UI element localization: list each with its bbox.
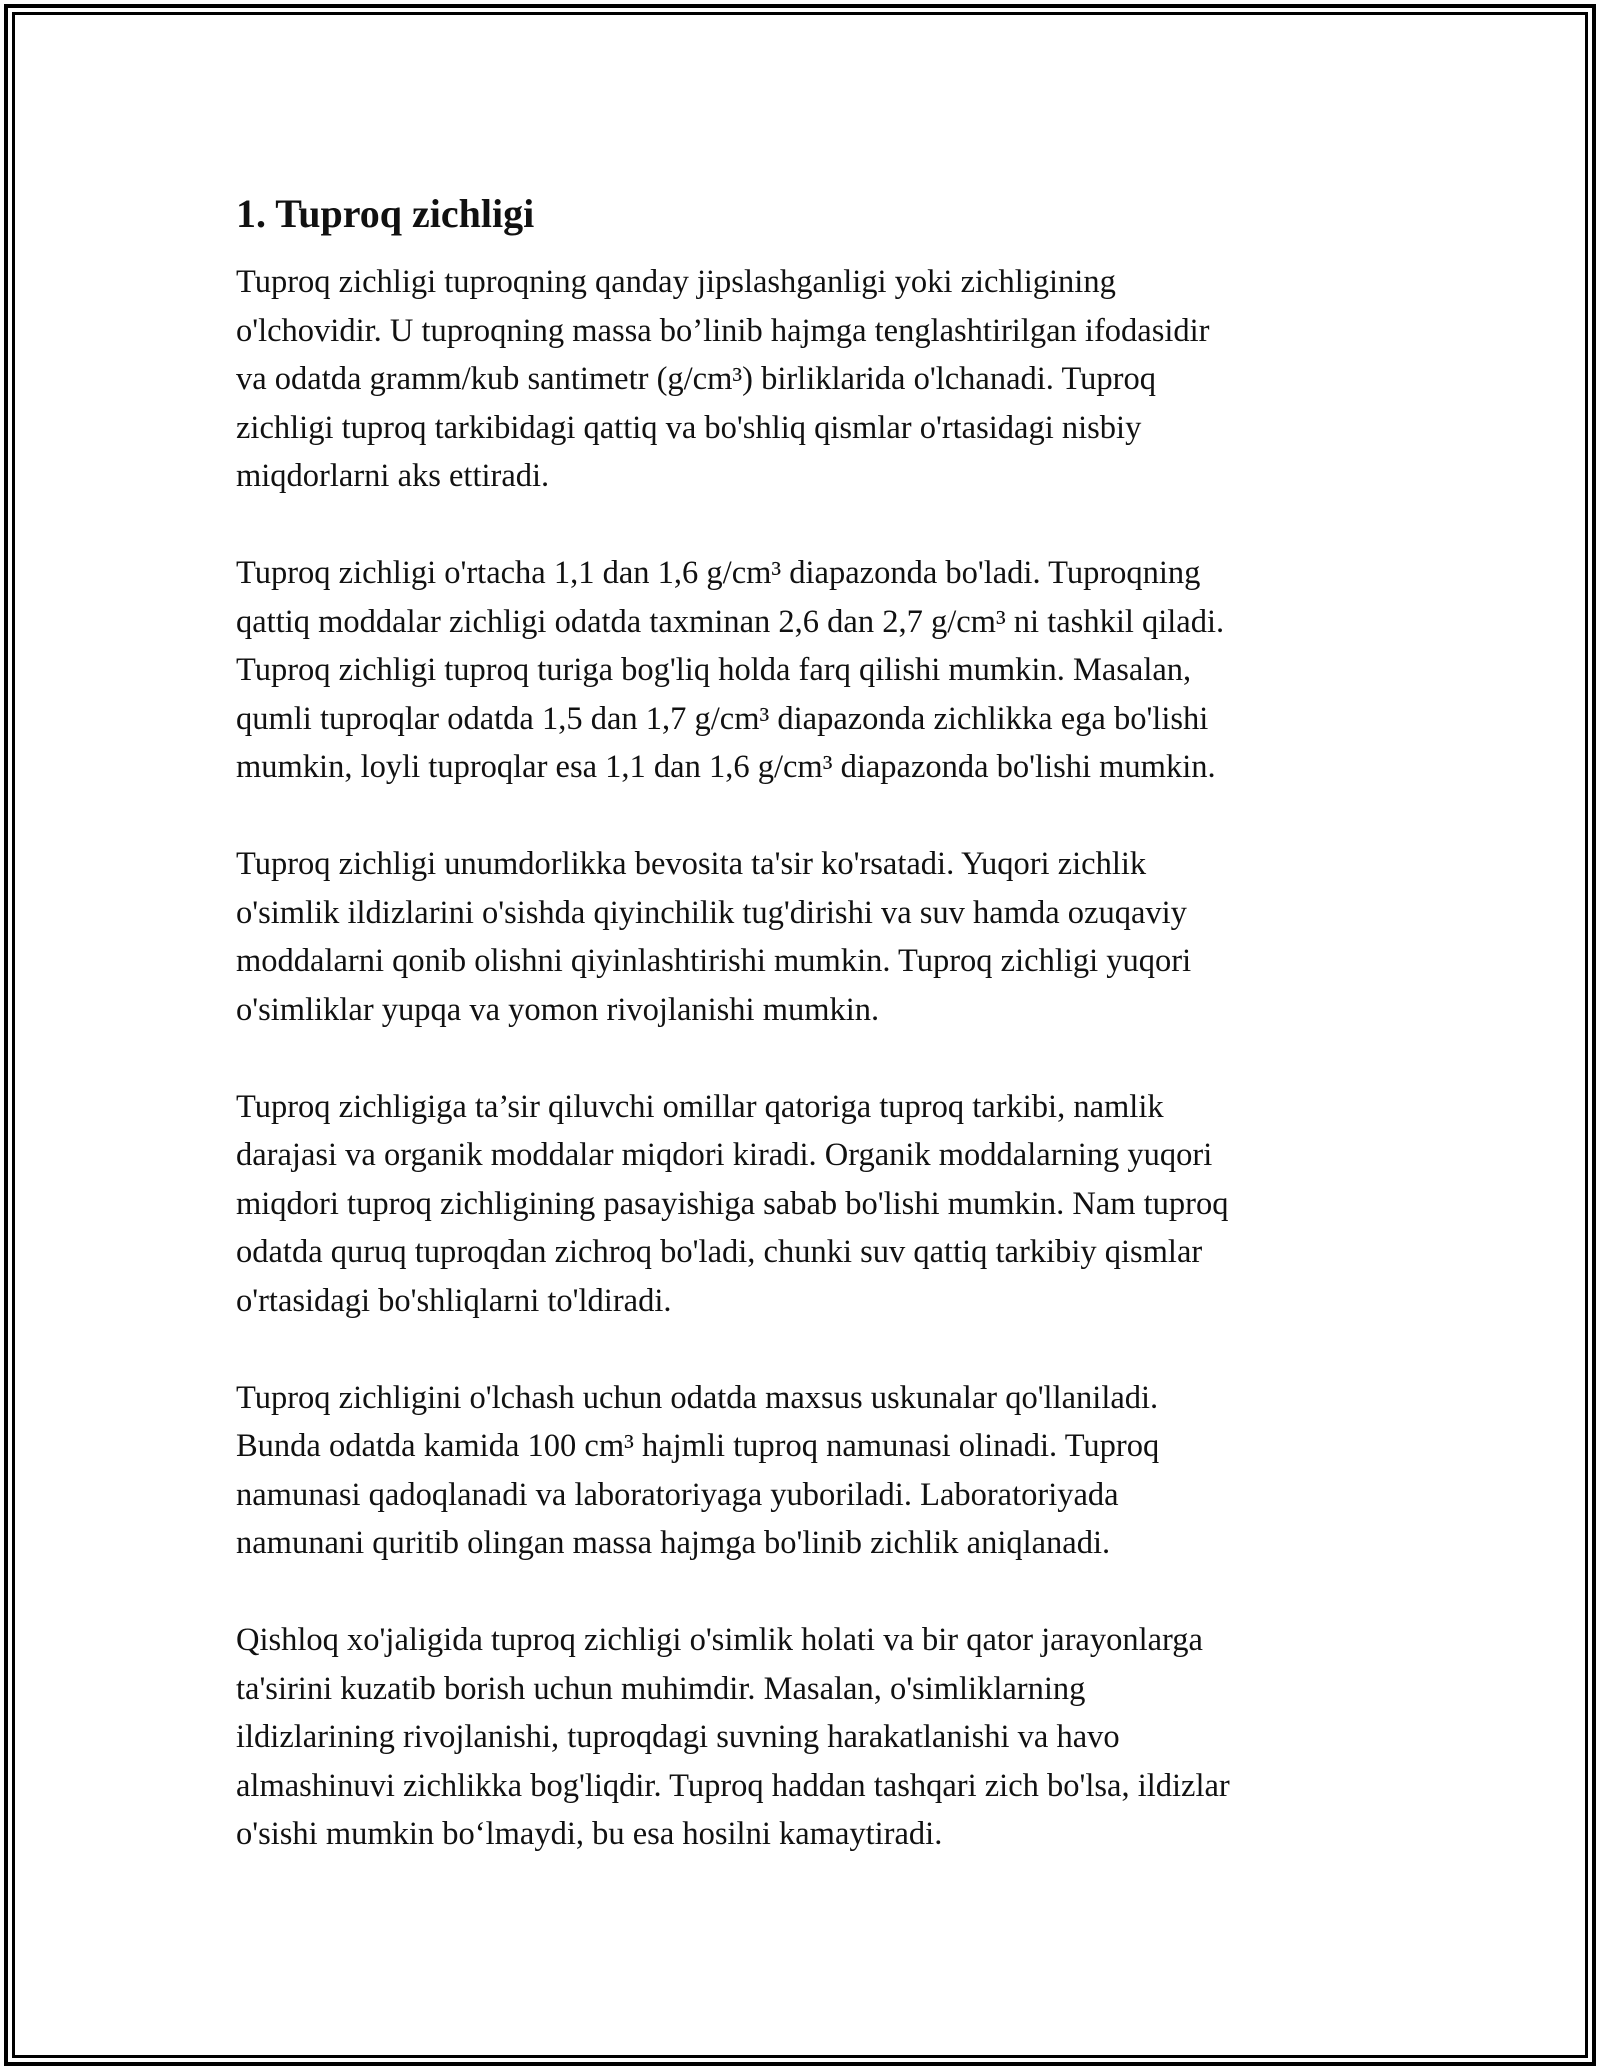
document-body	[236, 182, 1386, 1907]
paragraph-fertility-impact: Tuproq zichligi unumdorlikka bevosita ta'sir ko'rsatadi. Yuqori zichlik o'simlik ildizlarini o'sishda qiyinchilik tug'dirishi va suv hamda ozuqaviy moddalarni qonib olishni qiyinlashtirishi mumkin. Tuproq zichligi yuqori o'simliklar yupqa va yomon rivojlanishi mumkin.	[236, 846, 1192, 1028]
paragraph-definition: Tuproq zichligi tuproqning qanday jipslashganligi yoki zichligining o'lchovidir. U tuproqning massa bo’linib hajmga tenglashtirilgan ifodasidir va odatda gramm/kub santimetr (g/cm³) birliklarida o'lchanadi. Tuproq zichligi tuproq tarkibidagi qattiq va bo'shliq qismlar o'rtasidagi nisbiy miqdorlarni aks ettiradi.	[236, 264, 1210, 494]
paragraph-measurement: Tuproq zichligini o'lchash uchun odatda maxsus uskunalar qo'llaniladi. Bunda odatda kamida 100 cm³ hajmli tuproq namunasi olinadi. Tuproq namunasi qadoqlanadi va laboratoriyaga yuboriladi. Laboratoriyada namunani quritib olingan massa hajmga bo'linib zichlik aniqlanadi.	[236, 1379, 1160, 1561]
section-heading: 1. Tuproq zichligi	[236, 191, 535, 236]
paragraph-influencing-factors: Tuproq zichligiga ta’sir qiluvchi omillar qatoriga tuproq tarkibi, namlik darajasi va organik moddalar miqdori kiradi. Organik moddalarning yuqori miqdori tuproq zichligining pasayishiga sabab bo'lishi mumkin. Nam tuproq odatda quruq tuproqdan zichroq bo'ladi, chunki suv qattiq tarkibiy qismlar o'rtasidagi bo'shliqlarni to'ldiradi.	[236, 1088, 1229, 1319]
paragraph-agriculture: Qishloq xo'jaligida tuproq zichligi o'simlik holati va bir qator jarayonlarga ta'sirini kuzatib borish uchun muhimdir. Masalan, o'simliklarning ildizlarining rivojlanishi, tuproqdagi suvning harakatlanishi va havo almashinuvi zichlikka bog'liqdir. Tuproq haddan tashqari zich bo'lsa, ildizlar o'sishi mumkin bo‘lmaydi, bu esa hosilni kamaytiradi.	[236, 1622, 1230, 1852]
paragraph-density-ranges: Tuproq zichligi o'rtacha 1,1 dan 1,6 g/cm³ diapazonda bo'ladi. Tuproqning qattiq moddalar zichligi odatda taxminan 2,6 dan 2,7 g/cm³ ni tashkil qiladi. Tuproq zichligi tuproq turiga bog'liq holda farq qilishi mumkin. Masalan, qumli tuproqlar odatda 1,5 dan 1,7 g/cm³ diapazonda zichlikka ega bo'lishi mumkin, loyli tuproqlar esa 1,1 dan 1,6 g/cm³ diapazonda bo'lishi mumkin.	[236, 555, 1225, 785]
